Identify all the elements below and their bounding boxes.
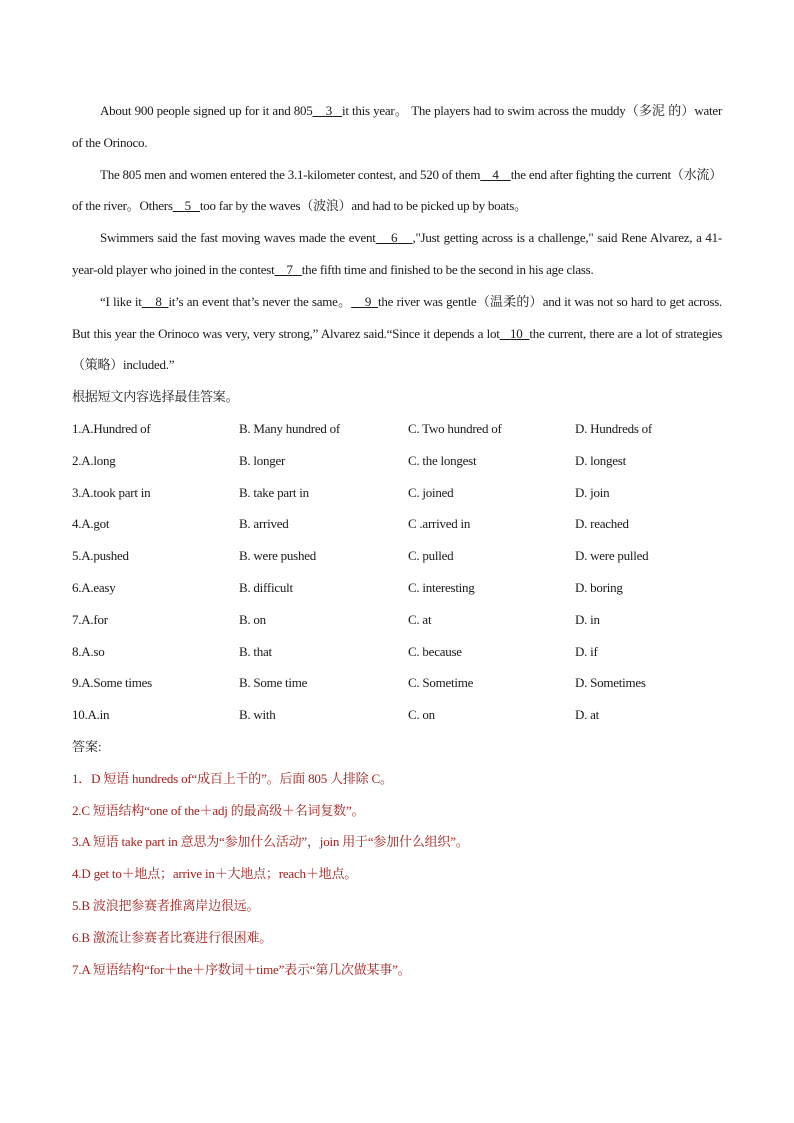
paragraph-3	[72, 222, 722, 286]
text: it this year。 The players had to swim across the muddy（多泥 的）water of the Orinoco.	[72, 103, 723, 150]
option-d: D. longest	[575, 452, 626, 468]
option-a: 7.A.for	[72, 611, 108, 627]
answers-title: 答案:	[72, 738, 102, 754]
option-c: C. at	[408, 611, 432, 627]
blank-7: 7	[286, 261, 293, 277]
option-b: B. Some time	[239, 675, 308, 691]
option-a: 9.A.Some times	[72, 675, 152, 691]
text: Swimmers said the fast moving waves made the event	[100, 230, 376, 246]
option-d: D. Hundreds of	[575, 420, 653, 436]
passage	[72, 95, 722, 381]
text: About 900 people signed up for it and 805	[100, 103, 313, 118]
option-c: C. joined	[408, 484, 454, 500]
text: ,"Just getting across is a challenge," said Rene Alvarez, a 41-year-old player who joined in the contest	[72, 230, 723, 277]
option-d: D. at	[575, 707, 600, 723]
text: the end after fighting the current（水流）of the river。Others	[72, 166, 723, 214]
question-row	[72, 508, 722, 540]
paragraph-1	[72, 95, 722, 159]
option-d: D. reached	[575, 516, 629, 532]
text: the fifth time and finished to be the second in his age class.	[301, 261, 594, 277]
blank-10: 10	[510, 325, 523, 341]
option-b: B. arrived	[239, 516, 289, 532]
option-d: D. in	[575, 611, 600, 627]
option-c: C. the longest	[408, 452, 477, 468]
text: it’s an event that’s never the same。	[168, 293, 352, 309]
blank-3: 3	[325, 103, 333, 118]
option-b: B. Many hundred of	[239, 420, 340, 436]
option-c: C. Sometime	[408, 675, 474, 691]
text: The 805 men and women entered the 3.1-kilometer contest, and 520 of them	[100, 166, 481, 182]
option-a: 3.A.took part in	[72, 484, 151, 500]
option-c: C. on	[408, 707, 435, 723]
option-d: D. Sometimes	[575, 675, 646, 691]
option-a: 6.A.easy	[72, 579, 116, 595]
paragraph-4	[72, 286, 722, 381]
option-b: B. longer	[239, 452, 286, 468]
instruction: 根据短文内容选择最佳答案。	[72, 389, 239, 405]
answer-item: 3.A 短语 take part in 意思为“参加什么活动”，join 用于“参加什么组织”。	[72, 834, 469, 850]
blank-6: 6	[390, 230, 398, 246]
text: the current, there are a lot of strategies（策略）included.”	[72, 325, 723, 373]
answer-item: 5.B 波浪把参赛者推离岸边很远。	[72, 897, 260, 913]
blank-5: 5	[184, 198, 191, 214]
option-c: C. interesting	[408, 579, 475, 595]
answer-item: 2.C 短语结构“one of the＋adj 的最高级＋名词复数”。	[72, 802, 365, 818]
option-a: 1.A.Hundred of	[72, 420, 151, 436]
question-row	[72, 540, 722, 572]
question-row	[72, 604, 722, 636]
question-row	[72, 477, 722, 509]
answers-list	[72, 763, 722, 986]
option-d: D. if	[575, 643, 598, 659]
blank-9: 9	[364, 293, 372, 309]
option-c: C. Two hundred of	[408, 420, 502, 436]
option-c: C. pulled	[408, 548, 454, 564]
option-c: C. because	[408, 643, 462, 659]
question-row	[72, 699, 722, 731]
option-a: 10.A.in	[72, 707, 110, 723]
answer-item: 7.A 短语结构“for＋the＋序数词＋time”表示“第几次做某事”。	[72, 961, 411, 977]
answer-item: 1．D 短语 hundreds of“成百上千的”。后面 805 人排除 C。	[72, 770, 393, 786]
answer-item: 6.B 激流让参赛者比赛进行很困难。	[72, 929, 273, 945]
answer-item: 4.D get to＋地点；arrive in＋大地点；reach＋地点。	[72, 866, 358, 882]
option-b: B. on	[239, 611, 266, 627]
option-b: B. take part in	[239, 484, 309, 500]
question-row	[72, 667, 722, 699]
question-row	[72, 445, 722, 477]
option-a: 2.A.long	[72, 452, 116, 468]
option-b: B. were pushed	[239, 548, 317, 564]
option-a: 4.A.got	[72, 516, 110, 532]
question-row	[72, 413, 722, 445]
option-d: D. join	[575, 484, 610, 500]
option-b: B. that	[239, 643, 272, 659]
question-row	[72, 636, 722, 668]
paragraph-2	[72, 159, 722, 223]
question-row	[72, 572, 722, 604]
option-a: 5.A.pushed	[72, 548, 129, 564]
text: “I like it	[100, 293, 142, 309]
text: the river was gentle（温柔的）and it was not so hard to get across. But this year the Orinoco was very, very strong,” Alvarez said.“Since it depends a lot	[72, 293, 723, 341]
option-d: D. boring	[575, 579, 623, 595]
option-b: B. difficult	[239, 579, 293, 595]
question-options	[72, 413, 722, 731]
document-page	[72, 95, 722, 985]
text: too far by the waves（波浪）and had to be picked up by boats。	[199, 198, 527, 214]
option-c: C .arrived in	[408, 516, 471, 532]
option-a: 8.A.so	[72, 643, 105, 659]
blank-4: 4	[492, 166, 499, 182]
option-b: B. with	[239, 707, 276, 723]
option-d: D. were pulled	[575, 548, 649, 564]
blank-8: 8	[155, 293, 162, 309]
